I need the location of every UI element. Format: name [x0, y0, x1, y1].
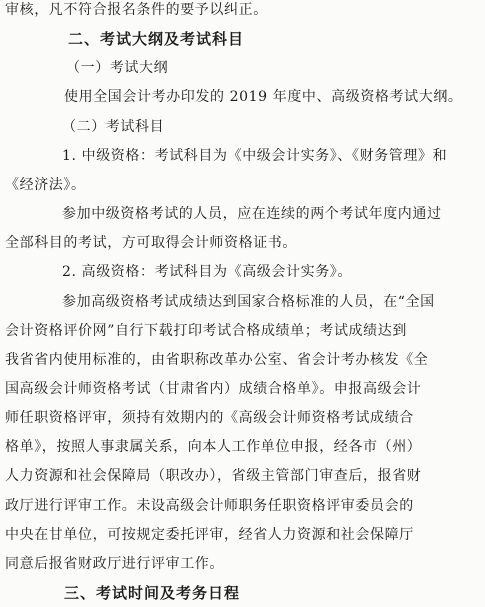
- text-line: 参加高级资格考试成绩达到国家合格标准的人员，在“全国: [62, 294, 435, 310]
- text-line: 《经济法》。: [5, 177, 86, 193]
- subsection-heading: （一）考试大纲: [66, 60, 169, 76]
- text-line: 1. 中级资格：考试科目为《中级会计实务》、《财务管理》和: [62, 148, 448, 164]
- text-line: 会计资格评价网”自行下载打印考试合格成绩单；考试成绩达到: [5, 323, 407, 339]
- text-line: 政厅进行评审工作。未设高级会计师职务任职资格评审委员会的: [5, 498, 414, 514]
- text-line: 中央在甘单位，可按规定委托评审，经省人力资源和社会保障厅: [5, 527, 414, 543]
- text-line: 我省省内使用标准的，由省职称改革办公室、省会计考办核发《全: [5, 352, 429, 368]
- text-line: 使用全国会计考办印发的 2019 年度中、高级资格考试大纲。: [64, 89, 463, 105]
- text-line: 人力资源和社会保障局（职改办），省级主管部门审查后，报省财: [5, 468, 422, 484]
- section-heading: 三、考试时间及考务日程: [64, 584, 241, 602]
- section-heading: 二、考试大纲及考试科目: [68, 30, 245, 48]
- text-line: 师任职资格评审，须持有效期内的《高级会计师资格考试成绩合: [5, 410, 414, 426]
- text-line: 同意后报省财政厅进行评审工作。: [5, 556, 224, 572]
- text-line: 全部科目的考试，方可取得会计师资格证书。: [5, 235, 297, 251]
- text-line: 国高级会计师资格考试（甘肃省内）成绩合格单》。申报高级会计: [5, 381, 422, 397]
- text-line: 格单》，按照人事隶属关系，向本人工作单位申报，经各市（州）: [5, 439, 422, 455]
- text-line: 参加中级资格考试的人员，应在连续的两个考试年度内通过: [62, 206, 442, 222]
- subsection-heading: （二）考试科目: [62, 119, 165, 135]
- text-line: 2. 高级资格：考试科目为《高级会计实务》。: [62, 264, 353, 280]
- text-line: 审核，凡不符合报名条件的要予以纠正。: [5, 2, 268, 18]
